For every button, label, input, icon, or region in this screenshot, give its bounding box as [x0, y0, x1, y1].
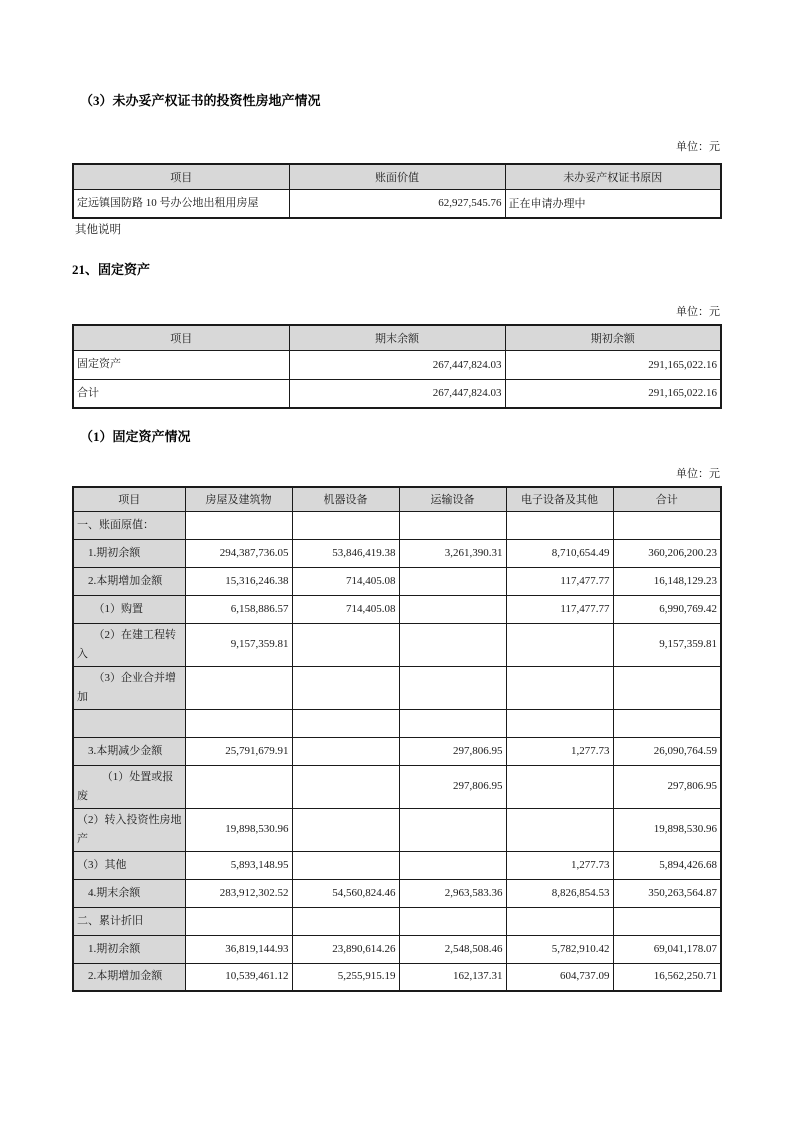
table-row — [73, 595, 721, 623]
table-cell: 350,263,564.87 — [613, 879, 721, 907]
table-cell: 8,826,854.53 — [506, 879, 613, 907]
table-cell: 297,806.95 — [399, 765, 506, 808]
table-cell — [292, 907, 399, 935]
table-unregistered-property — [72, 163, 722, 219]
table-cell — [506, 907, 613, 935]
table-cell: 15,316,246.38 — [185, 567, 292, 595]
table-cell — [185, 666, 292, 709]
table-cell — [292, 765, 399, 808]
table-cell — [399, 511, 506, 539]
table-cell: 291,165,022.16 — [505, 379, 721, 408]
table-cell: 1.期初余额 — [73, 935, 185, 963]
table-cell: 69,041,178.07 — [613, 935, 721, 963]
table-cell: 5,894,426.68 — [613, 851, 721, 879]
column-header: 未办妥产权证书原因 — [505, 164, 721, 189]
table-cell: 714,405.08 — [292, 595, 399, 623]
table-row — [73, 567, 721, 595]
table-cell: 2,548,508.46 — [399, 935, 506, 963]
table-cell: （2）转入投资性房地产 — [73, 808, 185, 851]
table-cell: （1）处置或报废 — [73, 765, 185, 808]
table-cell — [399, 851, 506, 879]
table-cell: 267,447,824.03 — [289, 379, 505, 408]
column-header: 合计 — [613, 487, 721, 511]
table-cell: 正在申请办理中 — [505, 189, 721, 218]
table-cell — [185, 907, 292, 935]
column-header: 项目 — [73, 487, 185, 511]
column-header: 账面价值 — [289, 164, 505, 189]
table-cell: 53,846,419.38 — [292, 539, 399, 567]
table-cell: 283,912,302.52 — [185, 879, 292, 907]
table-cell: 297,806.95 — [399, 737, 506, 765]
section-title-fixed-assets-detail: （1）固定资产情况 — [80, 429, 191, 444]
table-cell — [399, 808, 506, 851]
unit-label: 单位：元 — [676, 306, 720, 318]
table-cell: 9,157,359.81 — [613, 623, 721, 666]
column-header: 项目 — [73, 164, 289, 189]
table-row — [73, 511, 721, 539]
column-header: 房屋及建筑物 — [185, 487, 292, 511]
table-cell — [613, 511, 721, 539]
other-notes-label: 其他说明 — [75, 224, 121, 236]
table-cell — [292, 511, 399, 539]
table-cell: 54,560,824.46 — [292, 879, 399, 907]
column-header: 运输设备 — [399, 487, 506, 511]
table-row — [73, 907, 721, 935]
table-cell — [73, 709, 185, 737]
table-cell: 3.本期减少金额 — [73, 737, 185, 765]
table-row — [73, 623, 721, 666]
table-cell: 5,782,910.42 — [506, 935, 613, 963]
table-cell: 4.期末余额 — [73, 879, 185, 907]
table-cell: 26,090,764.59 — [613, 737, 721, 765]
column-header: 项目 — [73, 325, 289, 350]
table-cell: 604,737.09 — [506, 963, 613, 991]
table-cell: 3,261,390.31 — [399, 539, 506, 567]
table-cell: 2.本期增加金额 — [73, 567, 185, 595]
table-cell — [613, 666, 721, 709]
table-cell: 1,277.73 — [506, 851, 613, 879]
table-cell: 19,898,530.96 — [613, 808, 721, 851]
table-cell: （2）在建工程转入 — [73, 623, 185, 666]
table-cell: 二、累计折旧 — [73, 907, 185, 935]
table-cell: 2.本期增加金额 — [73, 963, 185, 991]
section-title-fixed-assets: 21、固定资产 — [72, 262, 151, 277]
table-cell — [399, 595, 506, 623]
table-row — [73, 709, 721, 737]
table-cell — [185, 511, 292, 539]
table-row — [73, 851, 721, 879]
table-cell — [399, 709, 506, 737]
table-cell — [399, 666, 506, 709]
column-header: 期末余额 — [289, 325, 505, 350]
header-row — [73, 487, 721, 511]
table-cell — [292, 851, 399, 879]
table-cell: 1,277.73 — [506, 737, 613, 765]
table-cell: 62,927,545.76 — [289, 189, 505, 218]
header-row — [73, 325, 721, 350]
table-row — [73, 379, 721, 408]
table-cell: 117,477.77 — [506, 595, 613, 623]
table-cell — [292, 709, 399, 737]
table-cell: （3）其他 — [73, 851, 185, 879]
table-cell — [292, 623, 399, 666]
table-cell — [399, 907, 506, 935]
table-row — [73, 666, 721, 709]
table-cell — [292, 666, 399, 709]
table-fixed-assets-summary — [72, 324, 722, 409]
table-row — [73, 350, 721, 379]
table-cell: 1.期初余额 — [73, 539, 185, 567]
table-cell — [399, 567, 506, 595]
table-cell: 16,562,250.71 — [613, 963, 721, 991]
table-row — [73, 935, 721, 963]
section-title-unregistered-property: （3）未办妥产权证书的投资性房地产情况 — [80, 93, 321, 108]
table-cell: 合计 — [73, 379, 289, 408]
table-cell: （1）购置 — [73, 595, 185, 623]
table-row — [73, 539, 721, 567]
table-row — [73, 737, 721, 765]
table-cell: 10,539,461.12 — [185, 963, 292, 991]
table-cell: 23,890,614.26 — [292, 935, 399, 963]
table-cell: 定远镇国防路 10 号办公地出租用房屋 — [73, 189, 289, 218]
table-cell: 5,893,148.95 — [185, 851, 292, 879]
table-cell: 9,157,359.81 — [185, 623, 292, 666]
table-row — [73, 963, 721, 991]
table-row — [73, 879, 721, 907]
table-row — [73, 808, 721, 851]
table-cell: 19,898,530.96 — [185, 808, 292, 851]
table-cell — [506, 765, 613, 808]
unit-label: 单位：元 — [676, 468, 720, 480]
table-row — [73, 765, 721, 808]
table-cell: 固定资产 — [73, 350, 289, 379]
header-row — [73, 164, 721, 189]
table-cell: 一、账面原值： — [73, 511, 185, 539]
table-cell: 291,165,022.16 — [505, 350, 721, 379]
table-cell — [613, 709, 721, 737]
table-cell: 6,158,886.57 — [185, 595, 292, 623]
table-cell: 8,710,654.49 — [506, 539, 613, 567]
table-cell: 16,148,129.23 — [613, 567, 721, 595]
table-cell — [292, 808, 399, 851]
table-cell: 294,387,736.05 — [185, 539, 292, 567]
table-cell — [185, 765, 292, 808]
table-cell — [613, 907, 721, 935]
unit-label: 单位：元 — [676, 141, 720, 153]
table-cell — [506, 709, 613, 737]
column-header: 电子设备及其他 — [506, 487, 613, 511]
table-cell: （3）企业合并增加 — [73, 666, 185, 709]
table-row — [73, 189, 721, 218]
table-cell: 360,206,200.23 — [613, 539, 721, 567]
table-cell — [506, 623, 613, 666]
table-cell: 25,791,679.91 — [185, 737, 292, 765]
table-cell: 5,255,915.19 — [292, 963, 399, 991]
table-cell: 267,447,824.03 — [289, 350, 505, 379]
table-cell: 297,806.95 — [613, 765, 721, 808]
table-cell: 117,477.77 — [506, 567, 613, 595]
table-cell: 162,137.31 — [399, 963, 506, 991]
table-cell — [292, 737, 399, 765]
table-cell: 6,990,769.42 — [613, 595, 721, 623]
column-header: 期初余额 — [505, 325, 721, 350]
table-cell — [506, 666, 613, 709]
table-cell — [506, 511, 613, 539]
table-cell: 36,819,144.93 — [185, 935, 292, 963]
table-cell: 714,405.08 — [292, 567, 399, 595]
column-header: 机器设备 — [292, 487, 399, 511]
table-cell — [506, 808, 613, 851]
table-cell — [399, 623, 506, 666]
table-cell — [185, 709, 292, 737]
table-fixed-assets-detail — [72, 486, 722, 992]
table-cell: 2,963,583.36 — [399, 879, 506, 907]
